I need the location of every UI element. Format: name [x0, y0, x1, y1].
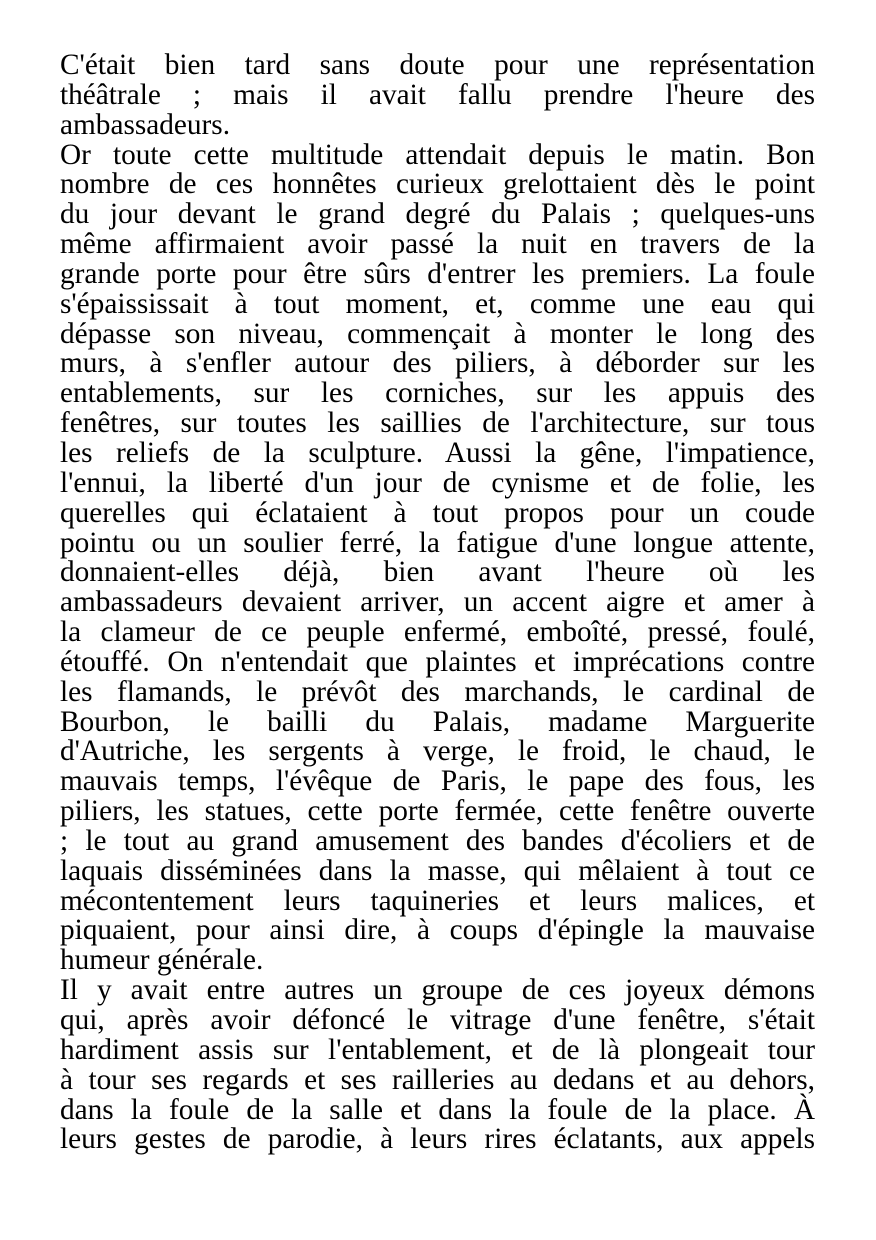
text-line: humeur générale.: [60, 944, 264, 977]
text-line: piliers, les statues, cette porte fermée, cette fenêtre ouverte: [60, 795, 815, 828]
text-line: nombre de ces honnêtes curieux grelottaient dès le point: [60, 168, 815, 201]
text-line: mécontentement leurs taquineries et leurs malices, et: [60, 884, 815, 917]
text-line: théâtrale ; mais il avait fallu prendre l'heure des: [60, 78, 815, 111]
text-line: les flamands, le prévôt des marchands, le cardinal de: [60, 675, 815, 708]
text-line: dans la foule de la salle et dans la foule de la place. À: [60, 1093, 815, 1126]
text-line: murs, à s'enfler autour des piliers, à déborder sur les: [60, 347, 815, 380]
text-line: étouffé. On n'entendait que plaintes et imprécations contre: [60, 645, 815, 678]
text-line: même affirmaient avoir passé la nuit en travers de la: [60, 228, 815, 261]
text-line: grande porte pour être sûrs d'entrer les premiers. La foule: [60, 257, 815, 290]
text-line: dépasse son niveau, commençait à monter le long des: [60, 317, 815, 350]
text-line: Or toute cette multitude attendait depuis le matin. Bon: [60, 138, 815, 171]
paragraph: [60, 976, 815, 1155]
text-line: l'ennui, la liberté d'un jour de cynisme et de folie, les: [60, 466, 815, 499]
text-line: entablements, sur les corniches, sur les appuis des: [60, 377, 815, 410]
text-line: du jour devant le grand degré du Palais ; quelques-uns: [60, 198, 815, 231]
text-line: querelles qui éclataient à tout propos pour un coude: [60, 496, 815, 529]
text-line: leurs gestes de parodie, à leurs rires éclatants, aux appels: [60, 1123, 815, 1156]
text-line: piquaient, pour ainsi dire, à coups d'épingle la mauvaise: [60, 914, 815, 947]
text-line: pointu ou un soulier ferré, la fatigue d'une longue attente,: [60, 526, 815, 559]
text-line: C'était bien tard sans doute pour une représentation: [60, 49, 815, 81]
text-line: mauvais temps, l'évêque de Paris, le pape des fous, les: [60, 765, 815, 798]
text-line: la clameur de ce peuple enfermé, emboîté, pressé, foulé,: [60, 616, 815, 649]
text-line: ambassadeurs devaient arriver, un accent aigre et amer à: [60, 586, 815, 619]
paragraph: [60, 51, 815, 141]
text-line: fenêtres, sur toutes les saillies de l'architecture, sur tous: [60, 407, 815, 440]
text-line: Bourbon, le bailli du Palais, madame Marguerite: [60, 705, 815, 738]
text-line: laquais disséminées dans la masse, qui mêlaient à tout ce: [60, 854, 815, 887]
document-page: [60, 51, 815, 1155]
text-line: ; le tout au grand amusement des bandes d'écoliers et de: [60, 824, 815, 857]
text-line: Il y avait entre autres un groupe de ces joyeux démons: [60, 974, 815, 1007]
text-line: hardiment assis sur l'entablement, et de là plongeait tour: [60, 1033, 815, 1066]
text-line: donnaient-elles déjà, bien avant l'heure où les: [60, 556, 815, 589]
text-line: s'épaississait à tout moment, et, comme une eau qui: [60, 287, 815, 320]
paragraph: [60, 138, 815, 977]
text-line: qui, après avoir défoncé le vitrage d'une fenêtre, s'était: [60, 1004, 815, 1036]
text-line: ambassadeurs.: [60, 108, 231, 141]
text-line: les reliefs de la sculpture. Aussi la gêne, l'impatience,: [60, 436, 815, 469]
text-line: d'Autriche, les sergents à verge, le froid, le chaud, le: [60, 735, 815, 768]
text-line: à tour ses regards et ses railleries au dedans et au dehors,: [60, 1063, 815, 1096]
